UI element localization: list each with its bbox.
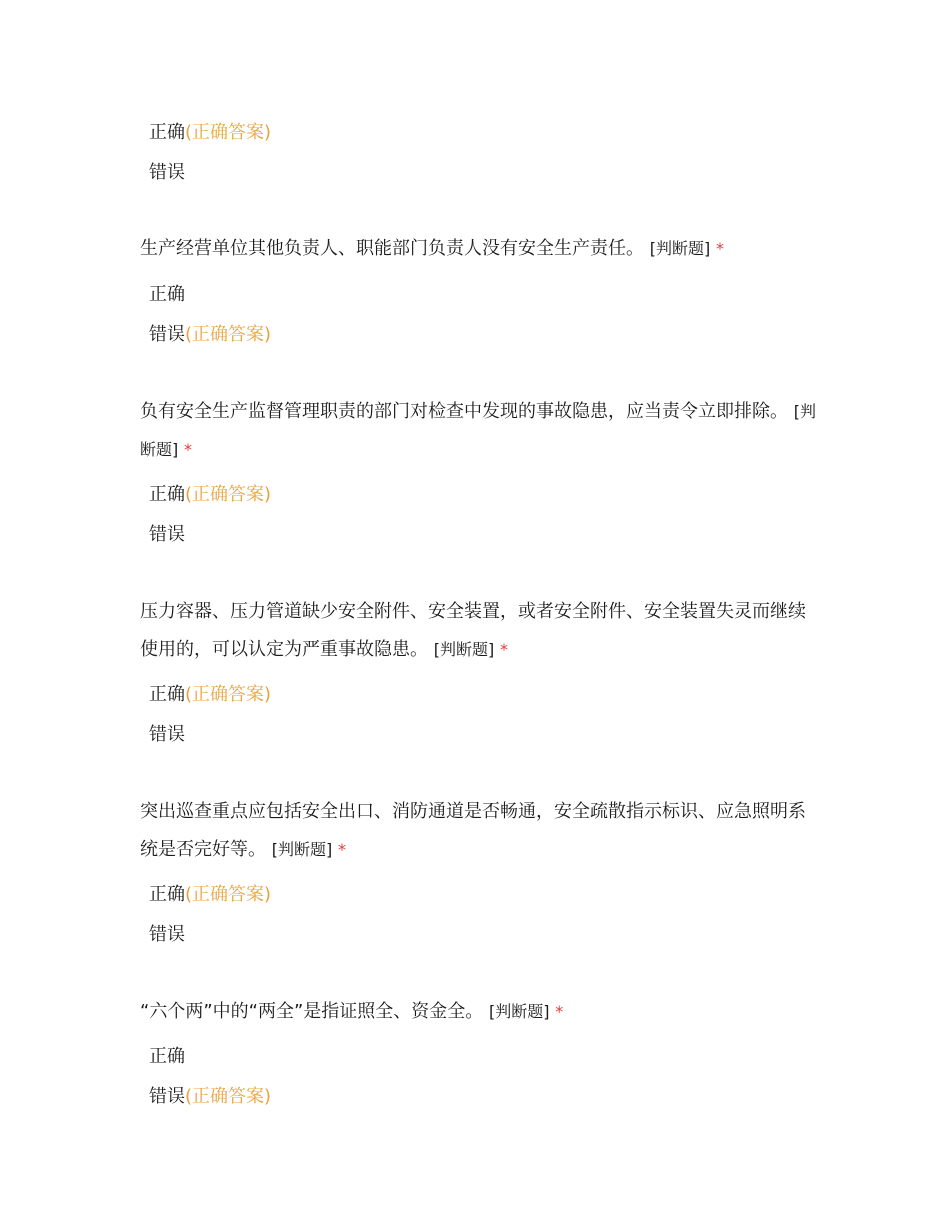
option-label: 正确 xyxy=(149,122,185,143)
option-correct[interactable] xyxy=(149,483,271,507)
correct-answer-mark: (正确答案) xyxy=(185,884,272,905)
correct-answer-mark: (正确答案) xyxy=(185,484,272,505)
option-wrong[interactable] xyxy=(149,161,185,185)
required-mark: * xyxy=(337,840,346,859)
question-body: 压力容器、压力管道缺少安全附件、安全装置，或者安全附件、安全装置失灵而继续使用的，可以认定为严重事故隐患。 xyxy=(140,601,806,660)
question-text xyxy=(140,393,820,469)
option-label: 正确 xyxy=(149,484,185,505)
correct-answer-mark: (正确答案) xyxy=(185,324,272,345)
question-text xyxy=(140,593,820,669)
question-type-tag: [判断题] xyxy=(433,640,495,659)
option-wrong[interactable] xyxy=(149,1085,271,1109)
option-correct[interactable] xyxy=(149,683,271,707)
option-correct[interactable] xyxy=(149,121,271,145)
required-mark: * xyxy=(715,239,724,258)
option-wrong[interactable] xyxy=(149,523,185,547)
option-label: 错误 xyxy=(149,924,185,945)
correct-answer-mark: (正确答案) xyxy=(185,1086,272,1107)
question-text xyxy=(140,993,820,1031)
required-mark: * xyxy=(499,640,508,659)
option-wrong[interactable] xyxy=(149,323,271,347)
question-body: “六个两”中的“两全”是指证照全、资金全。 xyxy=(140,1001,484,1022)
question-body: 负有安全生产监督管理职责的部门对检查中发现的事故隐患，应当责令立即排除。 xyxy=(140,401,788,422)
required-mark: * xyxy=(183,440,192,459)
option-correct[interactable] xyxy=(149,283,185,307)
option-label: 错误 xyxy=(149,162,185,183)
question-body: 突出巡查重点应包括安全出口、消防通道是否畅通，安全疏散指示标识、应急照明系统是否完好等。 xyxy=(140,801,806,860)
option-wrong[interactable] xyxy=(149,923,185,947)
correct-answer-mark: (正确答案) xyxy=(185,122,272,143)
required-mark: * xyxy=(555,1002,564,1021)
option-label: 正确 xyxy=(149,1046,185,1067)
question-body: 生产经营单位其他负责人、职能部门负责人没有安全生产责任。 xyxy=(140,238,644,259)
question-type-tag: [判断题] xyxy=(140,402,816,459)
question-text xyxy=(140,230,820,268)
question-text xyxy=(140,793,820,869)
option-label: 错误 xyxy=(149,724,185,745)
question-type-tag: [判断题] xyxy=(489,1002,550,1021)
option-correct[interactable] xyxy=(149,883,271,907)
correct-answer-mark: (正确答案) xyxy=(185,684,272,705)
question-type-tag: [判断题] xyxy=(649,239,711,258)
option-label: 错误 xyxy=(149,324,185,345)
option-label: 正确 xyxy=(149,684,185,705)
question-type-tag: [判断题] xyxy=(271,840,333,859)
option-label: 正确 xyxy=(149,884,185,905)
option-label: 正确 xyxy=(149,284,185,305)
option-label: 错误 xyxy=(149,524,185,545)
option-label: 错误 xyxy=(149,1086,185,1107)
option-correct[interactable] xyxy=(149,1045,185,1069)
option-wrong[interactable] xyxy=(149,723,185,747)
